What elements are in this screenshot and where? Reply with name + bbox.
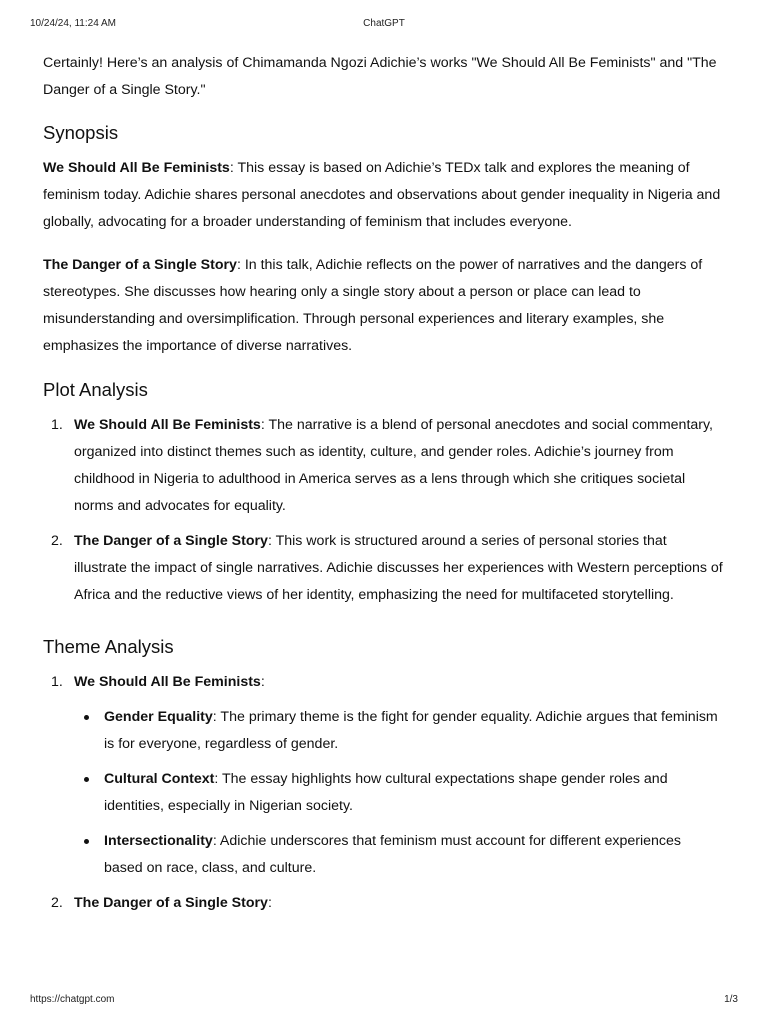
page-number: 1/3 bbox=[724, 994, 738, 1005]
print-datetime: 10/24/24, 11:24 AM bbox=[30, 18, 116, 29]
intro-paragraph: Certainly! Here’s an analysis of Chimamanda Ngozi Adichie’s works "We Should All Be Feminists" and "The Danger of a Single Story." bbox=[43, 55, 717, 98]
print-title: ChatGPT bbox=[363, 18, 405, 29]
bullet-text: : The primary theme is the fight for gender equality. Adichie argues that feminism is for everyone, regardless of gender. bbox=[104, 709, 718, 752]
bullet-text: : The essay highlights how cultural expectations shape gender roles and identities, especially in Nigerian society. bbox=[104, 771, 668, 814]
plot-item-1 bbox=[43, 412, 723, 520]
synopsis-text-1: : This essay is based on Adichie’s TEDx talk and explores the meaning of feminism today. Adichie shares personal anecdotes and observations about gender inequality in Nigeria and globally, advocating for a broader understanding of feminism that includes everyone. bbox=[43, 160, 721, 230]
plot-text-1: : The narrative is a blend of personal anecdotes and social commentary, organized into distinct themes such as identity, culture, and gender roles. Adichie’s journey from childhood in Nigeria to adulthood in America serves as a lens through which she critiques societal norms and advocates for equality. bbox=[74, 417, 713, 514]
list-number: 2. bbox=[51, 533, 63, 549]
bullet-title: Intersectionality bbox=[104, 833, 213, 849]
bullet-title: Gender Equality bbox=[104, 709, 213, 725]
bullet-item-cultural-context bbox=[74, 766, 723, 820]
synopsis-heading: Synopsis bbox=[43, 122, 119, 143]
bullet-icon bbox=[84, 839, 89, 844]
theme-item-1 bbox=[43, 669, 723, 882]
synopsis-paragraph-1 bbox=[43, 155, 723, 236]
print-footer bbox=[30, 994, 738, 1008]
plot-heading: Plot Analysis bbox=[43, 379, 148, 400]
list-number: 1. bbox=[51, 417, 63, 433]
bullet-title: Cultural Context bbox=[104, 771, 215, 787]
synopsis-paragraph-2 bbox=[43, 252, 723, 360]
synopsis-title-1: We Should All Be Feminists bbox=[43, 160, 230, 176]
theme-text-1: : bbox=[260, 674, 265, 690]
synopsis-title-2: The Danger of a Single Story bbox=[43, 257, 237, 273]
bullet-item-gender-equality bbox=[74, 704, 723, 758]
theme-title-1: We Should All Be Feminists bbox=[74, 674, 261, 690]
list-number: 2. bbox=[51, 895, 63, 911]
list-number: 1. bbox=[51, 674, 63, 690]
theme-list bbox=[43, 669, 723, 917]
plot-title-2: The Danger of a Single Story bbox=[74, 533, 268, 549]
theme-title-2: The Danger of a Single Story bbox=[74, 895, 268, 911]
theme-text-2: : bbox=[267, 895, 272, 911]
print-header bbox=[30, 18, 738, 32]
bullet-item-intersectionality bbox=[74, 828, 723, 882]
bullet-text: : Adichie underscores that feminism must account for different experiences based on race, class, and culture. bbox=[104, 833, 681, 876]
synopsis-text-2: : In this talk, Adichie reflects on the power of narratives and the dangers of stereotypes. She discusses how hearing only a single story about a person or place can lead to misunderstanding and oversimplification. Through personal experiences and literary examples, she emphasizes the importance of diverse narratives. bbox=[43, 257, 703, 354]
print-url: https://chatgpt.com bbox=[30, 994, 115, 1005]
plot-item-2 bbox=[43, 528, 723, 609]
plot-list bbox=[43, 412, 723, 609]
bullet-icon bbox=[84, 777, 89, 782]
theme-bullet-list bbox=[74, 704, 723, 882]
theme-item-2 bbox=[43, 890, 723, 917]
plot-title-1: We Should All Be Feminists bbox=[74, 417, 261, 433]
document-content bbox=[43, 50, 723, 925]
bullet-icon bbox=[84, 715, 89, 720]
plot-text-2: : This work is structured around a series of personal stories that illustrate the impact of single narratives. Adichie discusses her experiences with Western perceptions of Africa and the reductive views of her identity, emphasizing the need for multifaceted storytelling. bbox=[74, 533, 723, 603]
theme-heading: Theme Analysis bbox=[43, 636, 174, 657]
